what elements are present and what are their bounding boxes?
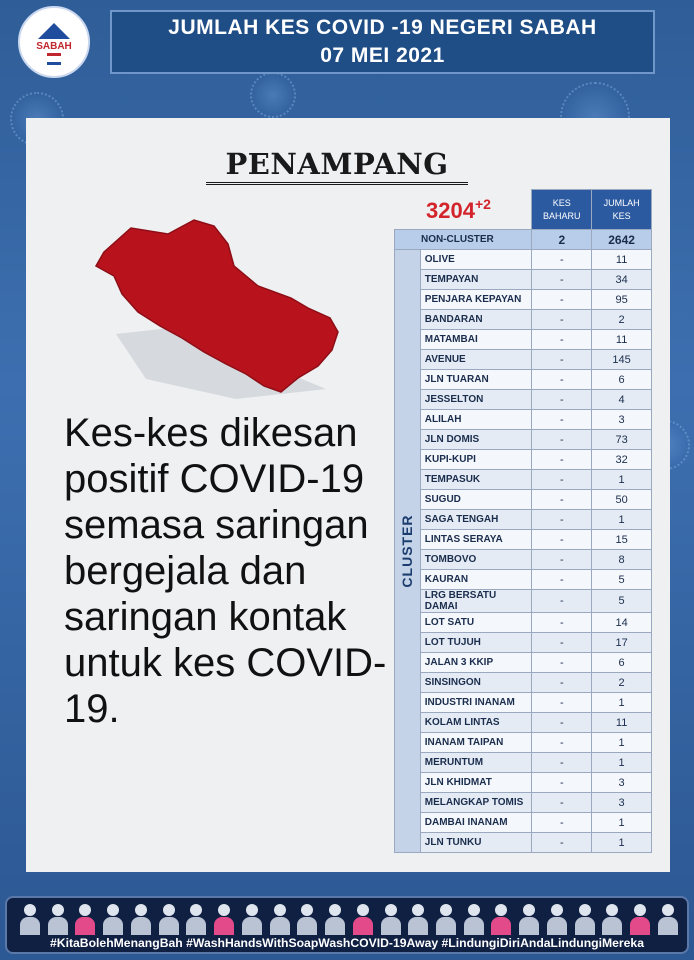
cluster-new: - [532, 270, 592, 290]
cluster-row [395, 270, 652, 290]
header-title-box [110, 10, 655, 74]
cluster-row [395, 713, 652, 733]
cluster-row [395, 550, 652, 570]
frontliner-icon [241, 902, 263, 936]
frontliner-icon [19, 902, 41, 936]
person-body-icon [547, 917, 567, 935]
cluster-total: 95 [592, 290, 652, 310]
footer-banner [5, 896, 689, 954]
person-head-icon [274, 904, 286, 916]
frontliner-icon [74, 902, 96, 936]
cluster-row [395, 693, 652, 713]
cluster-name: SINSINGON [420, 673, 532, 693]
person-head-icon [468, 904, 480, 916]
frontliner-icon [463, 902, 485, 936]
person-body-icon [186, 917, 206, 935]
cluster-total: 1 [592, 470, 652, 490]
cluster-row [395, 633, 652, 653]
frontliner-icon [296, 902, 318, 936]
frontliner-icon [47, 902, 69, 936]
person-body-icon [575, 917, 595, 935]
cluster-name: KUPI-KUPI [420, 450, 532, 470]
cluster-name: TOMBOVO [420, 550, 532, 570]
frontliner-icon [490, 902, 512, 936]
cluster-total: 73 [592, 430, 652, 450]
cluster-total: 17 [592, 633, 652, 653]
person-head-icon [634, 904, 646, 916]
person-head-icon [357, 904, 369, 916]
cluster-name: JLN DOMIS [420, 430, 532, 450]
cluster-total: 3 [592, 410, 652, 430]
person-body-icon [658, 917, 678, 935]
cluster-total: 6 [592, 653, 652, 673]
frontliner-icon [657, 902, 679, 936]
cluster-new: - [532, 733, 592, 753]
cluster-new: - [532, 350, 592, 370]
cluster-row [395, 390, 652, 410]
cluster-name: LRG BERSATU DAMAI [420, 590, 532, 613]
person-head-icon [440, 904, 452, 916]
cluster-total: 1 [592, 833, 652, 853]
cluster-row [395, 793, 652, 813]
cluster-new: - [532, 713, 592, 733]
cluster-total: 1 [592, 813, 652, 833]
person-body-icon [519, 917, 539, 935]
cluster-new: - [532, 633, 592, 653]
cluster-total: 3 [592, 793, 652, 813]
cluster-row [395, 290, 652, 310]
person-head-icon [329, 904, 341, 916]
header-title: JUMLAH KES COVID -19 NEGERI SABAH [168, 16, 597, 39]
virus-decoration [250, 72, 296, 118]
person-head-icon [606, 904, 618, 916]
cluster-name: JLN KHIDMAT [420, 773, 532, 793]
cluster-name: KAURAN [420, 570, 532, 590]
cluster-name: SAGA TENGAH [420, 510, 532, 530]
cluster-new: - [532, 490, 592, 510]
district-map [86, 214, 346, 404]
cluster-name: KOLAM LINTAS [420, 713, 532, 733]
person-head-icon [107, 904, 119, 916]
cluster-new: - [532, 530, 592, 550]
frontliner-icon [213, 902, 235, 936]
frontliner-icon [546, 902, 568, 936]
non-cluster-label: NON-CLUSTER [395, 230, 532, 250]
person-body-icon [325, 917, 345, 935]
person-head-icon [495, 904, 507, 916]
cluster-total: 3 [592, 773, 652, 793]
cluster-name: OLIVE [420, 250, 532, 270]
cluster-row [395, 410, 652, 430]
person-head-icon [412, 904, 424, 916]
cluster-new: - [532, 673, 592, 693]
non-cluster-total: 2642 [592, 230, 652, 250]
cluster-row [395, 590, 652, 613]
cluster-total: 2 [592, 673, 652, 693]
cluster-row [395, 653, 652, 673]
cluster-row [395, 773, 652, 793]
cluster-name: INANAM TAIPAN [420, 733, 532, 753]
frontliner-icon [102, 902, 124, 936]
person-body-icon [270, 917, 290, 935]
cluster-row [395, 430, 652, 450]
cases-table [394, 189, 652, 853]
cluster-name: MATAMBAI [420, 330, 532, 350]
cluster-row [395, 250, 652, 270]
person-body-icon [408, 917, 428, 935]
person-body-icon [48, 917, 68, 935]
person-body-icon [159, 917, 179, 935]
person-body-icon [242, 917, 262, 935]
person-body-icon [214, 917, 234, 935]
person-body-icon [297, 917, 317, 935]
frontliner-icon [407, 902, 429, 936]
cluster-new: - [532, 370, 592, 390]
person-head-icon [385, 904, 397, 916]
cluster-row [395, 510, 652, 530]
cluster-name: JLN TUARAN [420, 370, 532, 390]
cluster-total: 34 [592, 270, 652, 290]
cluster-name: JALAN 3 KKIP [420, 653, 532, 673]
cluster-name: DAMBAI INANAM [420, 813, 532, 833]
col-header-total: JUMLAH KES [592, 190, 652, 230]
cluster-row [395, 673, 652, 693]
cluster-total: 11 [592, 713, 652, 733]
cluster-row [395, 470, 652, 490]
total-increment: +2 [474, 196, 491, 212]
person-head-icon [246, 904, 258, 916]
person-head-icon [79, 904, 91, 916]
cluster-name: TEMPAYAN [420, 270, 532, 290]
person-body-icon [131, 917, 151, 935]
cluster-name: JESSELTON [420, 390, 532, 410]
description-text: Kes-kes dikesan positif COVID-19 semasa saringan bergejala dan saringan kontak untuk kes COVID-19. [64, 411, 387, 731]
cluster-new: - [532, 793, 592, 813]
cluster-total: 1 [592, 733, 652, 753]
person-body-icon [602, 917, 622, 935]
person-body-icon [381, 917, 401, 935]
frontliner-icon [629, 902, 651, 936]
cluster-total: 5 [592, 590, 652, 613]
cluster-new: - [532, 510, 592, 530]
cluster-new: - [532, 590, 592, 613]
cluster-total: 145 [592, 350, 652, 370]
mountain-logo-icon [38, 23, 70, 39]
person-head-icon [24, 904, 36, 916]
cluster-new: - [532, 813, 592, 833]
frontliner-icon [601, 902, 623, 936]
person-head-icon [218, 904, 230, 916]
cluster-new: - [532, 290, 592, 310]
cluster-total: 8 [592, 550, 652, 570]
cluster-row [395, 490, 652, 510]
cluster-name: SUGUD [420, 490, 532, 510]
frontliner-icons [19, 902, 679, 936]
frontliner-icon [435, 902, 457, 936]
cluster-name: LOT SATU [420, 613, 532, 633]
cluster-new: - [532, 613, 592, 633]
cluster-name: MELANGKAP TOMIS [420, 793, 532, 813]
person-body-icon [20, 917, 40, 935]
cluster-row [395, 530, 652, 550]
non-cluster-row [395, 230, 652, 250]
cluster-label: CLUSTER [399, 514, 416, 588]
cluster-new: - [532, 310, 592, 330]
cluster-new: - [532, 470, 592, 490]
frontliner-icon [352, 902, 374, 936]
cluster-new: - [532, 693, 592, 713]
person-head-icon [52, 904, 64, 916]
cluster-total: 50 [592, 490, 652, 510]
cluster-total: 14 [592, 613, 652, 633]
person-head-icon [163, 904, 175, 916]
person-body-icon [353, 917, 373, 935]
person-body-icon [436, 917, 456, 935]
person-body-icon [103, 917, 123, 935]
person-body-icon [630, 917, 650, 935]
person-head-icon [662, 904, 674, 916]
cluster-label-cell [395, 250, 421, 853]
cluster-total: 4 [592, 390, 652, 410]
cluster-row [395, 813, 652, 833]
person-head-icon [551, 904, 563, 916]
cluster-name: LINTAS SERAYA [420, 530, 532, 550]
person-body-icon [464, 917, 484, 935]
cluster-total: 11 [592, 330, 652, 350]
frontliner-icon [574, 902, 596, 936]
cluster-total: 2 [592, 310, 652, 330]
frontliner-icon [185, 902, 207, 936]
cluster-new: - [532, 330, 592, 350]
cluster-total: 5 [592, 570, 652, 590]
frontliner-icon [130, 902, 152, 936]
cluster-new: - [532, 653, 592, 673]
header-date: 07 MEI 2021 [320, 44, 445, 67]
cluster-row [395, 350, 652, 370]
logo-mark-icon [47, 53, 61, 65]
frontliner-icon [518, 902, 540, 936]
footer-hashtags: #KitaBolehMenangBah #WashHandsWithSoapWashCOVID-19Away #LindungiDiriAndaLindungiMereka [50, 936, 644, 950]
district-title: PENAMPANG [206, 146, 468, 185]
cluster-new: - [532, 833, 592, 853]
non-cluster-new: 2 [532, 230, 592, 250]
cluster-total: 6 [592, 370, 652, 390]
cluster-total: 32 [592, 450, 652, 470]
person-head-icon [135, 904, 147, 916]
cluster-name: MERUNTUM [420, 753, 532, 773]
frontliner-icon [380, 902, 402, 936]
person-head-icon [523, 904, 535, 916]
cluster-row [395, 370, 652, 390]
cluster-row [395, 733, 652, 753]
cluster-name: AVENUE [420, 350, 532, 370]
cluster-name: ALILAH [420, 410, 532, 430]
cluster-new: - [532, 390, 592, 410]
person-head-icon [190, 904, 202, 916]
cluster-row [395, 833, 652, 853]
cluster-new: - [532, 570, 592, 590]
cluster-name: INDUSTRI INANAM [420, 693, 532, 713]
cluster-name: LOT TUJUH [420, 633, 532, 653]
person-head-icon [579, 904, 591, 916]
col-header-new: KES BAHARU [532, 190, 592, 230]
cluster-row [395, 570, 652, 590]
person-head-icon [301, 904, 313, 916]
cluster-total: 1 [592, 693, 652, 713]
cluster-row [395, 310, 652, 330]
cluster-name: PENJARA KEPAYAN [420, 290, 532, 310]
cluster-row [395, 330, 652, 350]
logo-text: SABAH [36, 41, 72, 52]
frontliner-icon [158, 902, 180, 936]
cluster-new: - [532, 773, 592, 793]
cluster-row [395, 450, 652, 470]
cluster-new: - [532, 250, 592, 270]
frontliner-icon [324, 902, 346, 936]
person-body-icon [491, 917, 511, 935]
cluster-new: - [532, 410, 592, 430]
cluster-new: - [532, 550, 592, 570]
cluster-name: TEMPASUK [420, 470, 532, 490]
cluster-total: 15 [592, 530, 652, 550]
cluster-row [395, 753, 652, 773]
sabah-health-logo [18, 6, 90, 78]
person-body-icon [75, 917, 95, 935]
cluster-total: 1 [592, 753, 652, 773]
cluster-name: BANDARAN [420, 310, 532, 330]
frontliner-icon [269, 902, 291, 936]
total-value: 3204 [426, 198, 475, 223]
cluster-new: - [532, 753, 592, 773]
cluster-new: - [532, 450, 592, 470]
cluster-row [395, 613, 652, 633]
cluster-new: - [532, 430, 592, 450]
cluster-total: 1 [592, 510, 652, 530]
cluster-name: JLN TUNKU [420, 833, 532, 853]
cluster-total: 11 [592, 250, 652, 270]
